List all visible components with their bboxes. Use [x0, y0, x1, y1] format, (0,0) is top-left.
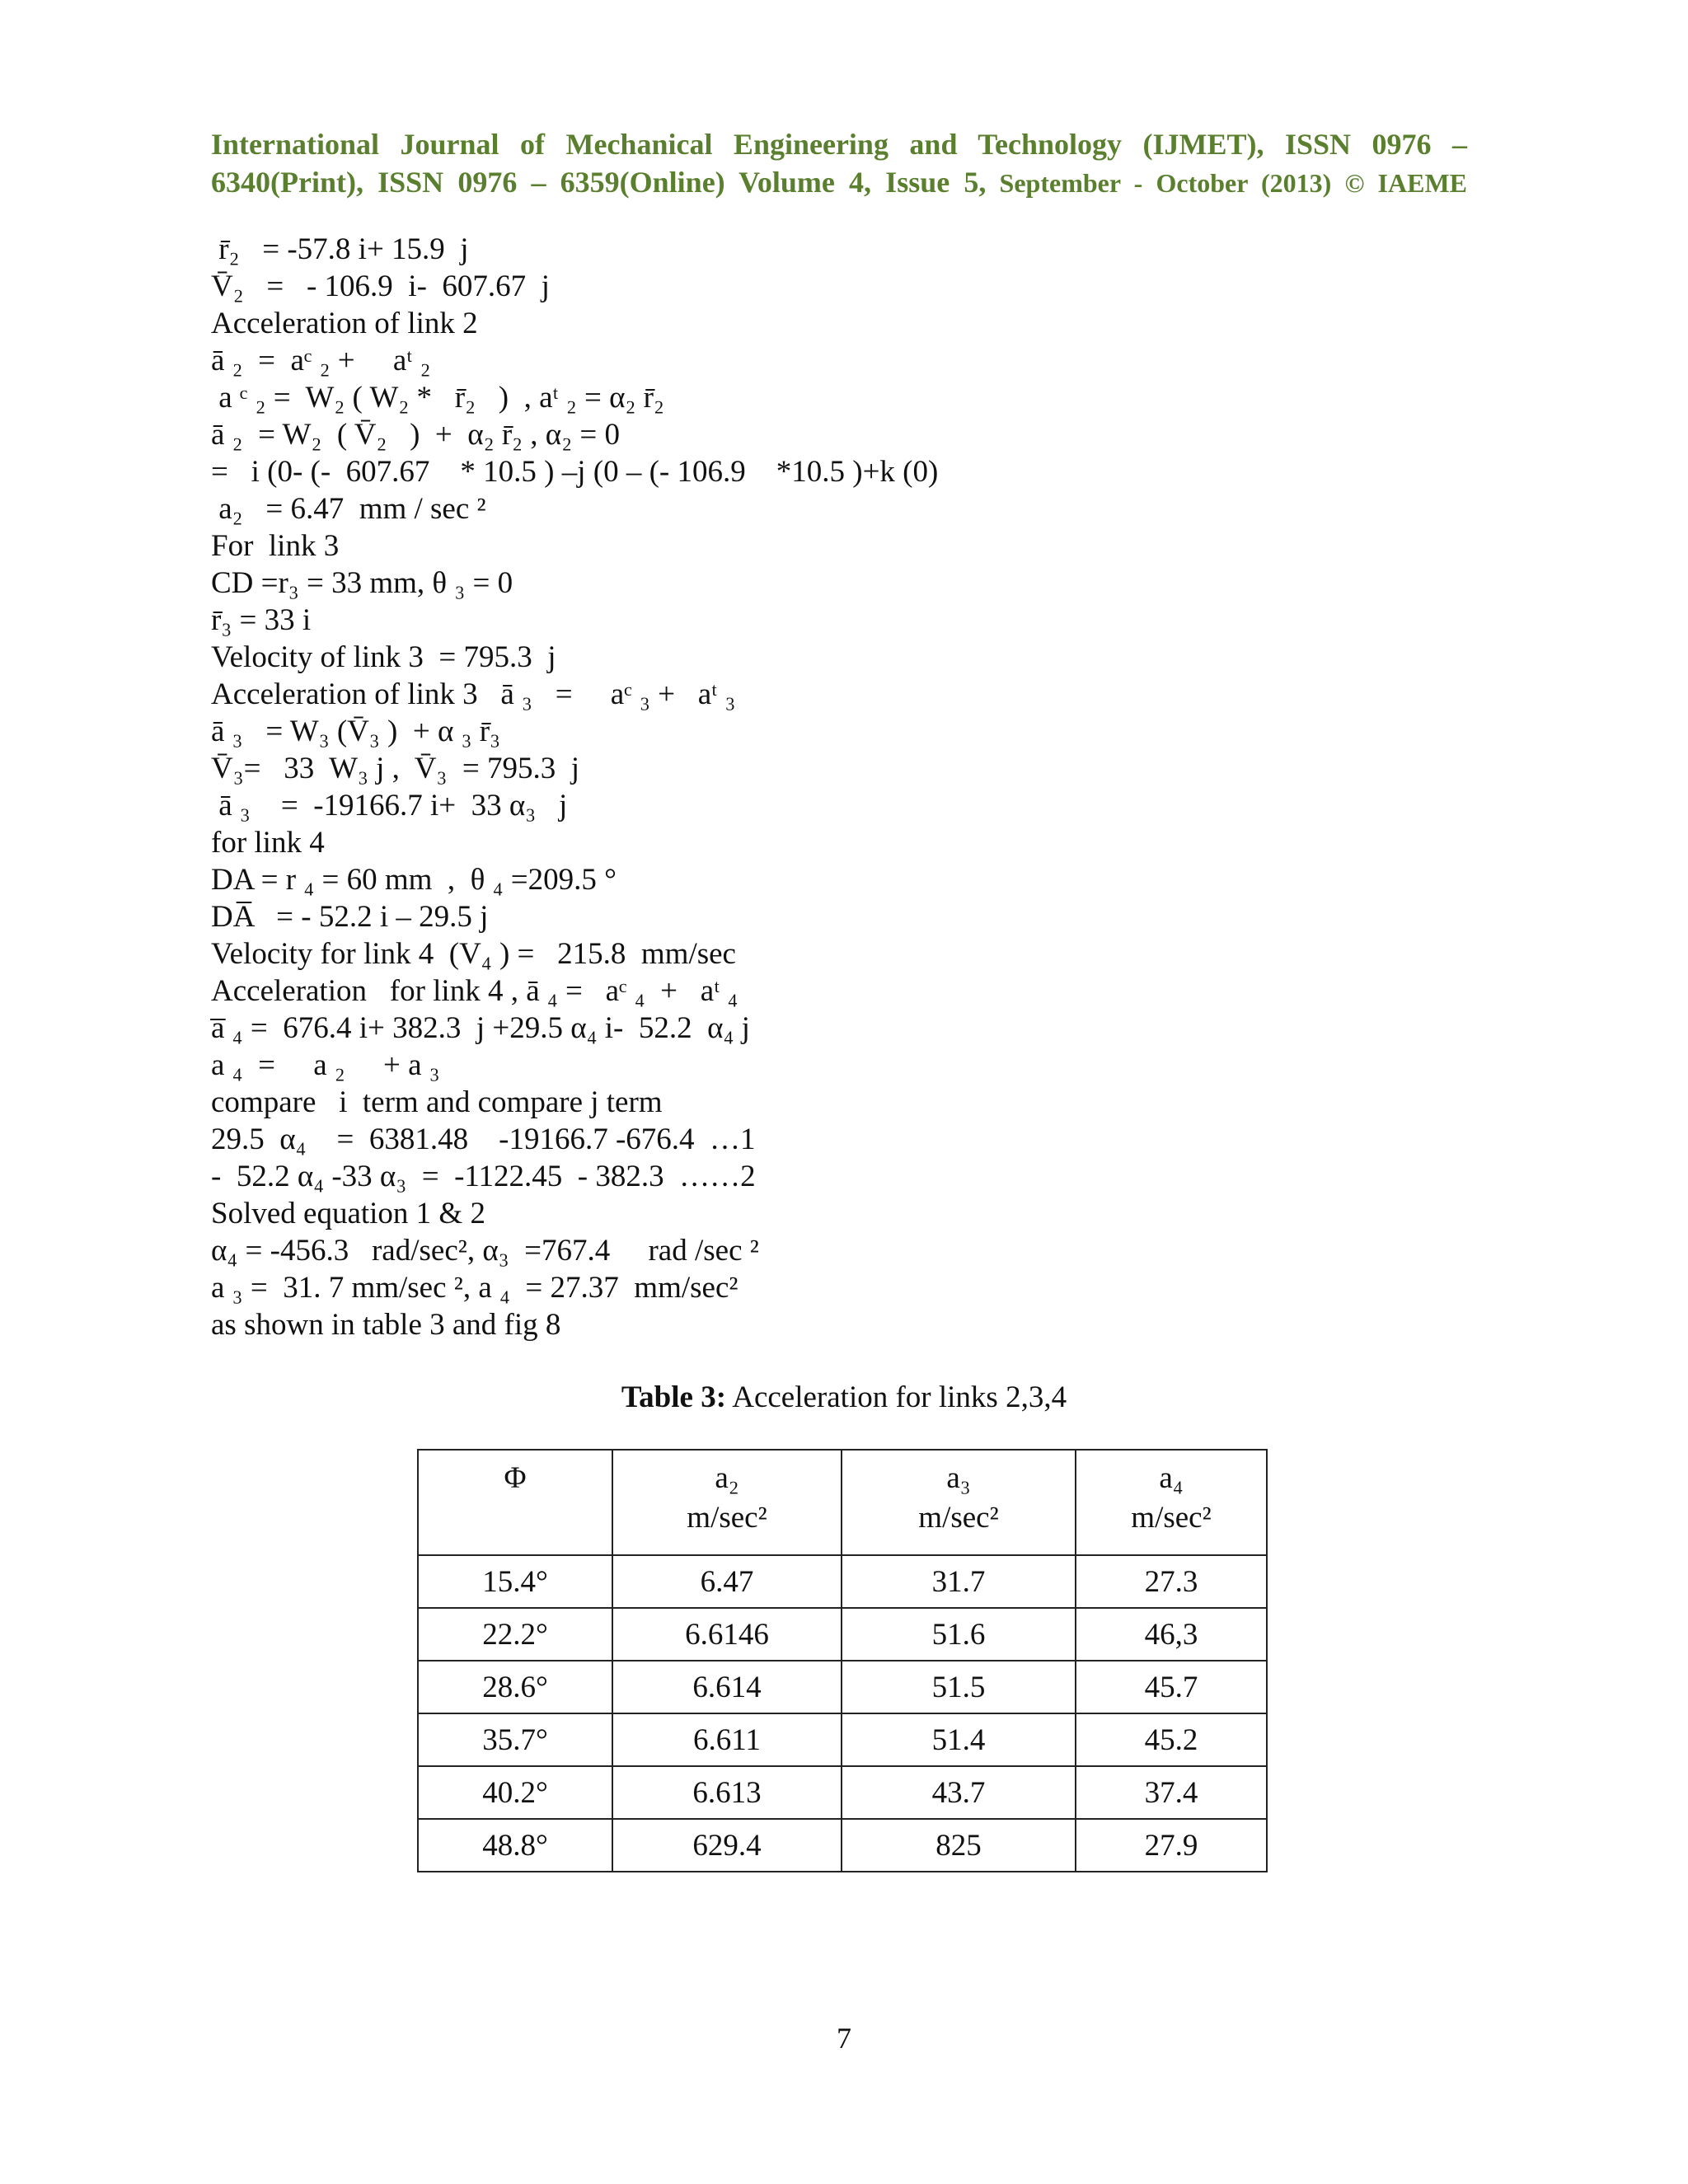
- table-cell: 31.7: [842, 1555, 1076, 1608]
- header-cell-a3: a₃ m/sec²: [842, 1450, 1076, 1555]
- journal-header: [211, 125, 1467, 202]
- table-caption-text: Acceleration for links 2,3,4: [726, 1380, 1067, 1414]
- table-cell: 45.2: [1076, 1713, 1267, 1766]
- body-line: DA̅ = - 52.2 i – 29.5 j: [211, 900, 489, 934]
- body-line: a₂ = 6.47 mm / sec ²: [211, 492, 486, 526]
- table-cell: 40.2°: [418, 1766, 612, 1819]
- table-cell: 15.4°: [418, 1555, 612, 1608]
- table-cell: 35.7°: [418, 1713, 612, 1766]
- header-line-1: International Journal of Mechanical Engineering and Technology (IJMET), ISSN 0976 –: [211, 128, 1467, 161]
- page-number: 7: [837, 2022, 851, 2055]
- equation-block: [211, 231, 1497, 1343]
- body-line: ā ₂ = W₂ ( V̄₂ ) + α₂ r̄₂ , α₂ = 0: [211, 418, 620, 452]
- table-header-row: [418, 1450, 1267, 1555]
- header-line-2-part-a: 6340(Print), ISSN 0976 – 6359(Online) Volume 4, Issue 5,: [211, 166, 987, 199]
- table-cell: 43.7: [842, 1766, 1076, 1819]
- table-cell: 6.6146: [612, 1608, 842, 1661]
- body-line: a ₄ = a ₂ + a ₃: [211, 1048, 440, 1082]
- table-cell: 629.4: [612, 1819, 842, 1872]
- table-cell: 37.4: [1076, 1766, 1267, 1819]
- body-line: r̄₃ = 33 i: [211, 603, 312, 637]
- body-line: Velocity for link 4 (V₄ ) = 215.8 mm/sec: [211, 937, 736, 971]
- body-line: compare i term and compare j term: [211, 1085, 663, 1119]
- header-line-2: [211, 163, 1467, 202]
- header-line-2-part-b: September - October (2013) © IAEME: [986, 168, 1468, 198]
- table-cell: 6.614: [612, 1661, 842, 1713]
- body-line: Solved equation 1 & 2: [211, 1197, 485, 1230]
- table-cell: 6.613: [612, 1766, 842, 1819]
- table-cell: 825: [842, 1819, 1076, 1872]
- body-line: Acceleration of link 2: [211, 307, 478, 340]
- table-cell: 6.611: [612, 1713, 842, 1766]
- body-line: Acceleration for link 4 , ā ₄ = aᶜ ₄ + aᵗ ₄: [211, 974, 738, 1008]
- table-cell: 27.9: [1076, 1819, 1267, 1872]
- table-cell: 51.4: [842, 1713, 1076, 1766]
- body-line: 29.5 α₄ = 6381.48 -19166.7 -676.4 …1: [211, 1122, 756, 1156]
- body-line: CD =r₃ = 33 mm, θ ₃ = 0: [211, 566, 513, 600]
- table-cell: 51.5: [842, 1661, 1076, 1713]
- table-cell: 51.6: [842, 1608, 1076, 1661]
- table-caption-label: Table 3:: [621, 1380, 727, 1414]
- body-line: a ₃ = 31. 7 mm/sec ², a ₄ = 27.37 mm/sec²: [211, 1271, 738, 1305]
- table-cell: 27.3: [1076, 1555, 1267, 1608]
- acceleration-table: [417, 1449, 1268, 1872]
- table-body: [418, 1555, 1267, 1872]
- body-line: Velocity of link 3 = 795.3 j: [211, 640, 556, 674]
- table-row: [418, 1555, 1267, 1608]
- body-line: ā ₃ = W₃ (V̄₃ ) + α ₃ r̄₃: [211, 715, 500, 748]
- table-cell: 45.7: [1076, 1661, 1267, 1713]
- table-row: [418, 1661, 1267, 1713]
- body-line: ā ₃ = -19166.7 i+ 33 α₃ j: [211, 789, 568, 823]
- body-line: V̄₂ = - 106.9 i- 607.67 j: [211, 269, 550, 303]
- header-cell-a4: a₄ m/sec²: [1076, 1450, 1267, 1555]
- table-cell: 48.8°: [418, 1819, 612, 1872]
- table-row: [418, 1608, 1267, 1661]
- body-line: = i (0- (- 607.67 * 10.5 ) –j (0 – (- 106.9 *10.5 )+k (0): [211, 455, 939, 489]
- body-line: DA = r ₄ = 60 mm , θ ₄ =209.5 °: [211, 863, 617, 897]
- body-line: a ᶜ ₂ = W₂ ( W₂ * r̄₂ ) , aᵗ ₂ = α₂ r̄₂: [211, 381, 664, 415]
- body-line: r̄₂ = -57.8 i+ 15.9 j: [211, 232, 469, 266]
- body-line: as shown in table 3 and fig 8: [211, 1308, 561, 1342]
- table-cell: 46,3: [1076, 1608, 1267, 1661]
- header-cell-phi: Φ: [418, 1450, 612, 1555]
- body-line: α₄ = -456.3 rad/sec², α₃ =767.4 rad /sec ²: [211, 1234, 759, 1268]
- body-line: a̅ ₄ = 676.4 i+ 382.3 j +29.5 α₄ i- 52.2 α₄ j: [211, 1011, 750, 1045]
- body-line: ā ₂ = aᶜ ₂ + aᵗ ₂: [211, 344, 431, 377]
- table-row: [418, 1766, 1267, 1819]
- body-line: For link 3: [211, 529, 340, 563]
- table-row: [418, 1819, 1267, 1872]
- body-line: Acceleration of link 3 ā ₃ = aᶜ ₃ + aᵗ ₃: [211, 677, 736, 711]
- table-caption: [0, 1378, 1688, 1418]
- table-cell: 28.6°: [418, 1661, 612, 1713]
- body-line: V̄₃= 33 W₃ j , V̄₃ = 795.3 j: [211, 752, 580, 785]
- table-cell: 6.47: [612, 1555, 842, 1608]
- table-cell: 22.2°: [418, 1608, 612, 1661]
- body-line: for link 4: [211, 826, 325, 860]
- table-row: [418, 1713, 1267, 1766]
- header-cell-a2: a₂ m/sec²: [612, 1450, 842, 1555]
- body-line: - 52.2 α₄ -33 α₃ = -1122.45 - 382.3 ……2: [211, 1160, 756, 1193]
